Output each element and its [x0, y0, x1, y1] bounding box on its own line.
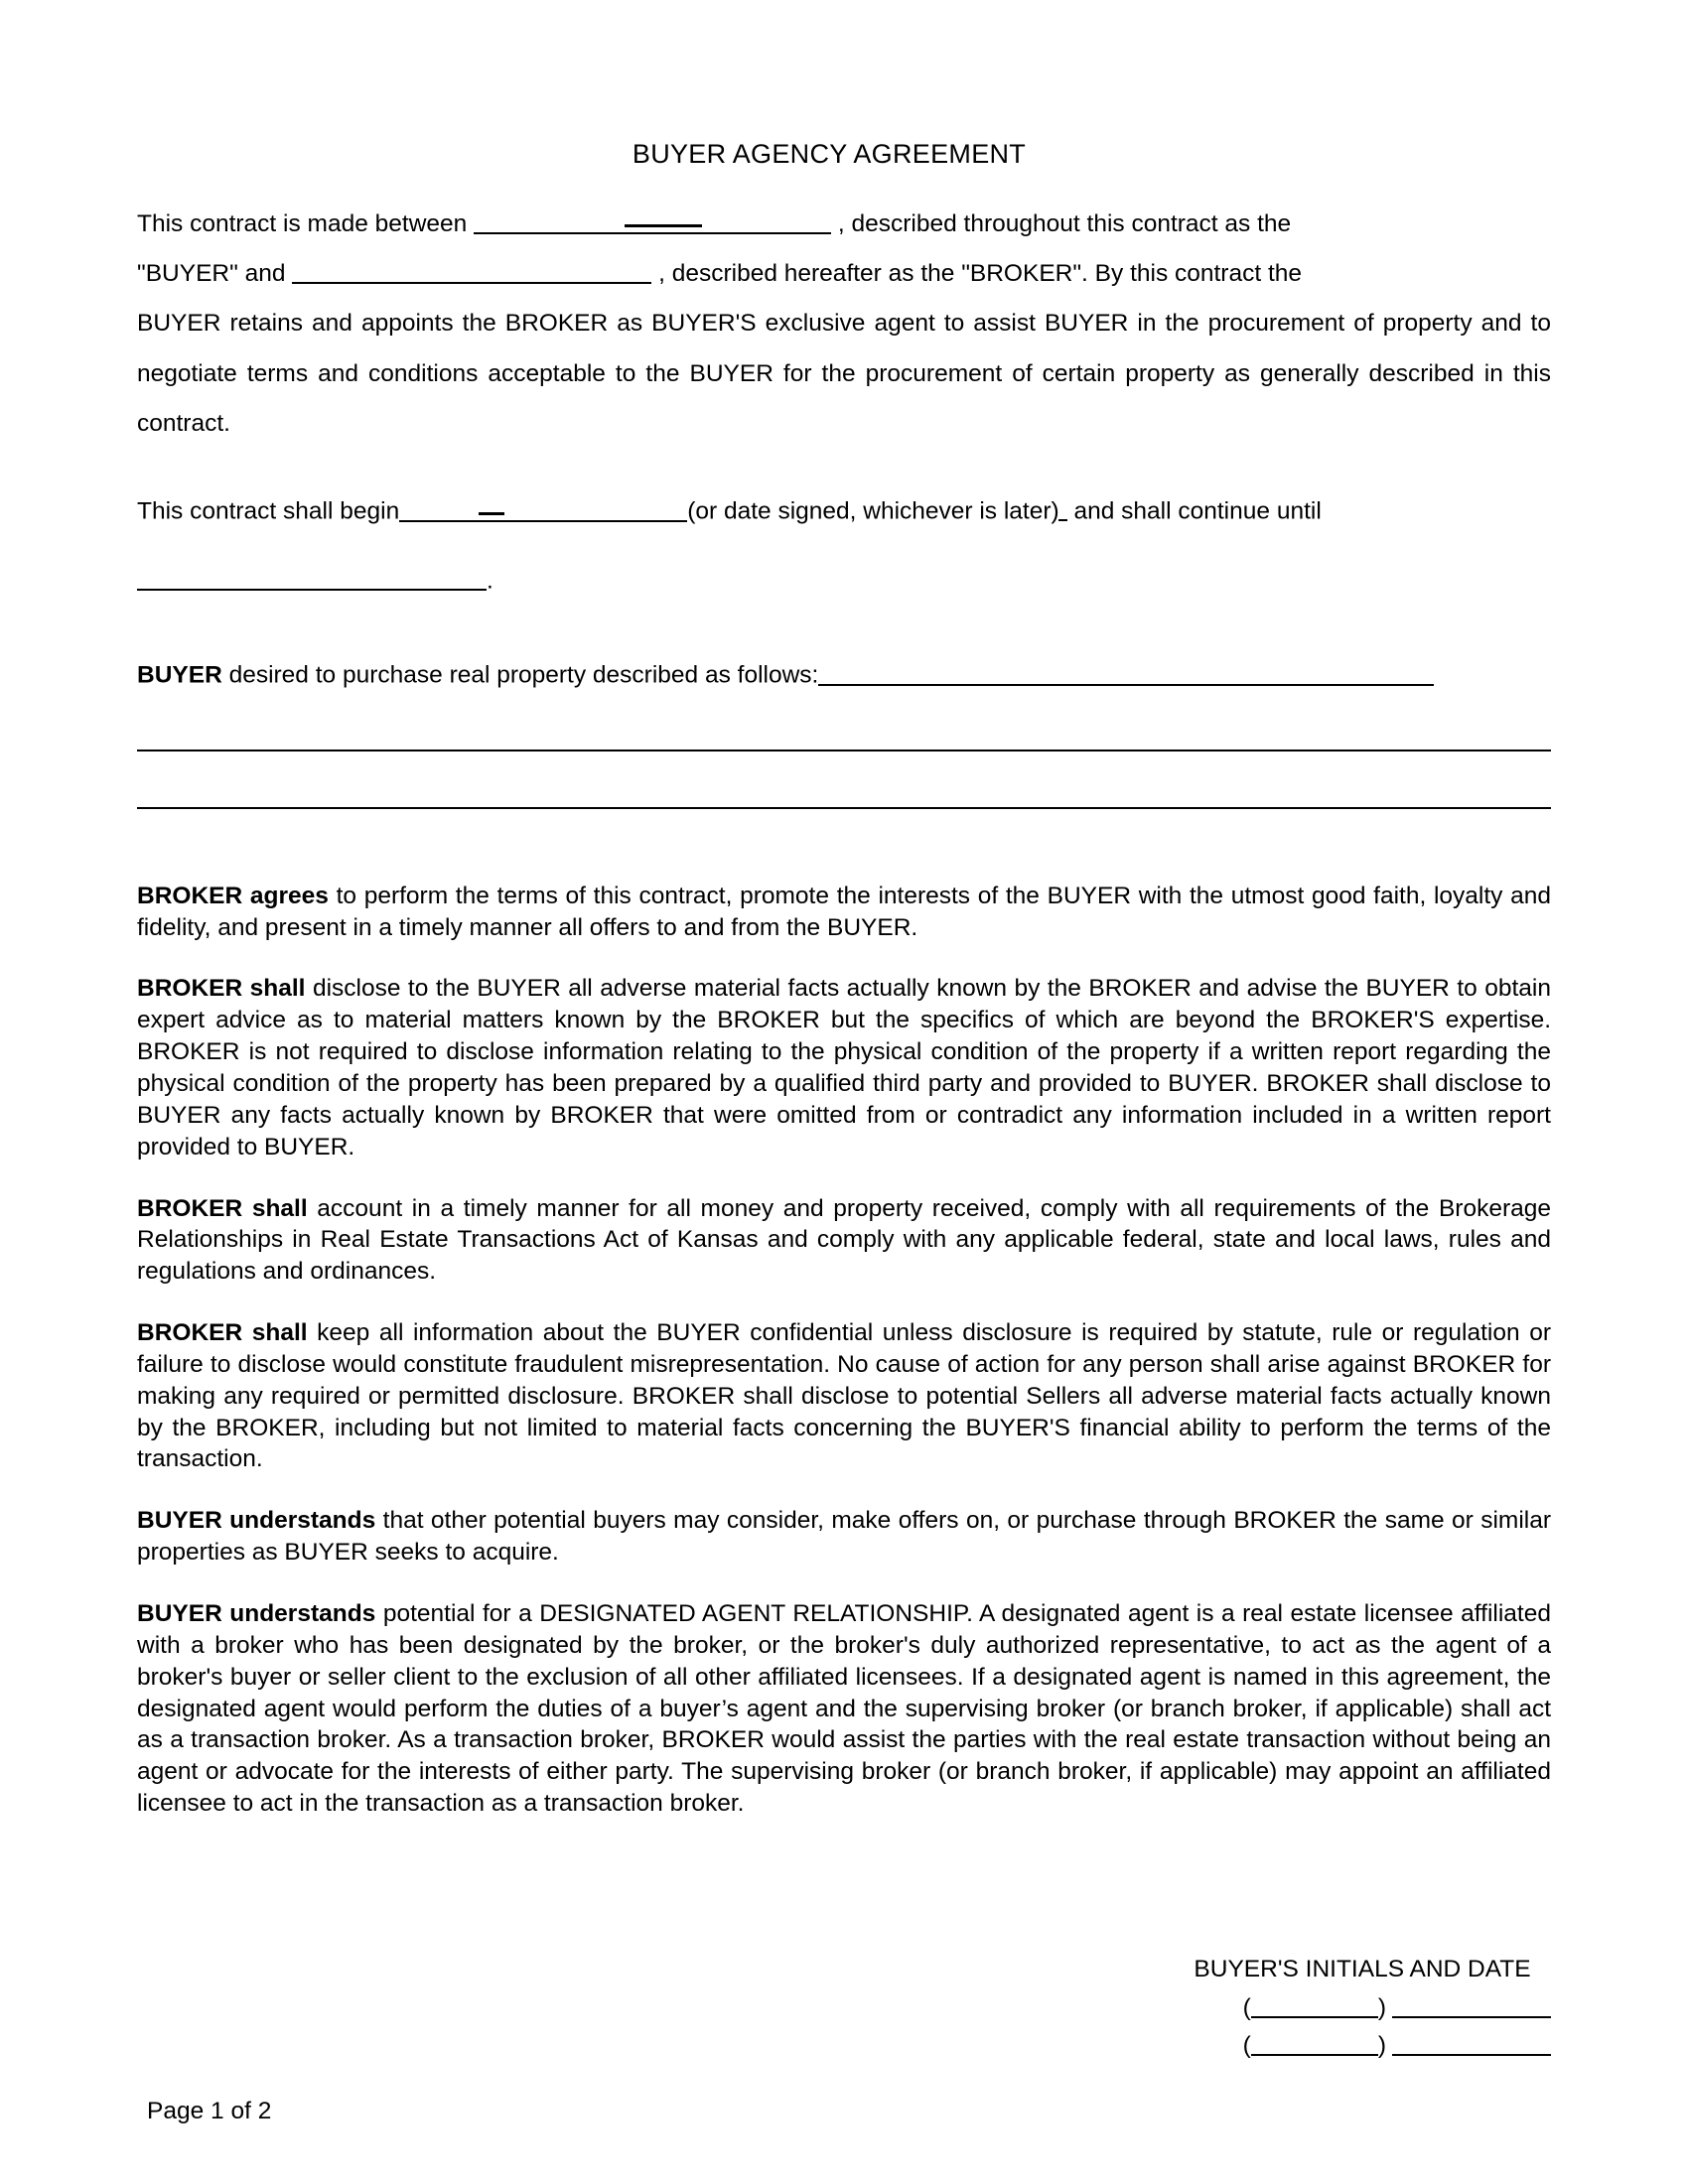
clause-text: keep all information about the BUYER confidential unless disclosure is required by statute, rule or regulation or failure to disclose would constitute fraudulent misrepresentation. No cause of action for any person shall arise against BROKER for making any required or permitted disclosure. BROKER shall disclose to potential Sellers all adverse material facts actually known by the BROKER, including but not limited to material facts concerning the BUYER'S financial ability to perform the terms of the transaction. [137, 1319, 1551, 1473]
initials-row [1174, 1989, 1551, 2027]
page-title: BUYER AGENCY AGREEMENT [632, 139, 1027, 169]
clause-lead: BROKER agrees [137, 882, 329, 909]
term-line-2 [137, 564, 1551, 598]
close-paren: ) [1377, 2031, 1386, 2059]
buyer-name-blank[interactable] [474, 206, 831, 234]
initials-title: BUYER'S INITIALS AND DATE [1194, 1956, 1531, 1982]
term-period: . [487, 567, 493, 595]
buyer-date-blank[interactable] [1392, 2031, 1551, 2056]
buyer-initials-blank[interactable] [1251, 2031, 1378, 2056]
intro-text-2: , described throughout this contract as the [837, 210, 1292, 237]
clause-lead: BUYER understands [137, 1507, 376, 1535]
broker-name-blank[interactable] [292, 257, 651, 285]
intro-text-3: "BUYER" and [137, 260, 286, 288]
begin-date-blank[interactable] [399, 494, 687, 522]
clause-text: disclose to the BUYER all adverse material facts actually known by the BROKER and advise the BUYER to obtain expert advice as to material matters known by the BROKER but the specifics of which are beyond the BROKER'S expertise. BROKER is not required to disclose information relating to the physical condition of the property if a written report regarding the physical condition of the property has been prepared by a qualified third party and provided to BUYER. BROKER shall disclose to BUYER any facts actually known by BROKER that were omitted from or contradict any information included in a written report provided to BUYER. [137, 975, 1551, 1160]
property-blank-2[interactable] [137, 750, 1551, 751]
property-label-row [137, 658, 1551, 692]
term-line-1 [137, 494, 1551, 528]
term-text-3: and shall continue until [1073, 497, 1322, 525]
clause-text: to perform the terms of this contract, promote the interests of the BUYER with the utmost good faith, loyalty and fidelity, and present in a timely manner all offers to and from the BUYER. [137, 882, 1551, 941]
page-number: Page 1 of 2 [147, 2098, 272, 2124]
end-date-blank[interactable] [137, 564, 487, 592]
clause-paragraph [137, 1598, 1551, 1820]
clause-lead: BUYER understands [137, 1599, 376, 1627]
close-paren: ) [1377, 1994, 1386, 2021]
term-text-1: This contract shall begin [137, 497, 400, 525]
open-paren: ( [1242, 2031, 1251, 2059]
intro-line-1 [137, 200, 1551, 249]
intro-line-2 [137, 249, 1551, 299]
clause-paragraph [137, 1505, 1551, 1569]
clause-paragraph [137, 1193, 1551, 1289]
intro-section [137, 200, 1551, 449]
clause-lead: BROKER shall [137, 1319, 308, 1347]
clause-paragraph [137, 881, 1551, 944]
property-blank-1[interactable] [818, 658, 1434, 686]
intro-text-1: This contract is made between [137, 210, 468, 237]
overstrike-mark [479, 512, 504, 515]
property-section [137, 658, 1551, 809]
term-section [137, 494, 1551, 597]
buyer-date-blank[interactable] [1392, 1993, 1551, 2018]
property-blank-3[interactable] [137, 807, 1551, 809]
clause-paragraph [137, 1317, 1551, 1475]
clause-paragraph [137, 973, 1551, 1162]
intro-body: BUYER retains and appoints the BROKER as BUYER'S exclusive agent to assist BUYER in the procurement of property and to negotiate terms and conditions acceptable to the BUYER for the procurement of certain property as generally described in this contract. [137, 310, 1551, 437]
clause-text: account in a timely manner for all money and property received, comply with all requirements of the Brokerage Relationships in Real Estate Transactions Act of Kansas and comply with any applicable federal, state and local laws, rules and regulations and ordinances. [137, 1194, 1551, 1286]
stray-underscore-mark [1058, 519, 1067, 521]
property-label-rest: desired to purchase real property described as follows: [221, 661, 819, 689]
initials-row [1174, 2027, 1551, 2065]
clause-text: potential for a DESIGNATED AGENT RELATIONSHIP. A designated agent is a real estate licensee affiliated with a broker who has been designated by the broker, or the broker's duly authorized representative, to act as the agent of a broker's buyer or seller client to the exclusion of all other affiliated licensees. If a designated agent is named in this agreement, the designated agent would perform the duties of a buyer’s agent and the supervising broker (or branch broker, if applicable) shall act as a transaction broker. As a transaction broker, BROKER would assist the parties with the real estate transaction without being an agent or advocate for the interests of either party. The supervising broker (or branch broker, if applicable) may appoint an affiliated licensee to act in the transaction as a transaction broker. [137, 1599, 1551, 1818]
clause-lead: BROKER shall [137, 1194, 308, 1222]
clause-lead: BROKER shall [137, 975, 306, 1003]
property-label-bold: BUYER [137, 661, 222, 689]
initials-block [1174, 1956, 1551, 2065]
open-paren: ( [1242, 1994, 1251, 2021]
clause-text: that other potential buyers may consider, make offers on, or purchase through BROKER the same or similar properties as BUYER seeks to acquire. [137, 1507, 1551, 1567]
term-text-2: (or date signed, whichever is later) [687, 497, 1059, 525]
clauses-section [137, 881, 1551, 1820]
buyer-initials-blank[interactable] [1251, 1993, 1378, 2018]
overstrike-mark [625, 224, 702, 227]
page-footer [137, 1956, 1551, 2184]
intro-text-4: , described hereafter as the "BROKER". By this contract the [658, 260, 1303, 288]
